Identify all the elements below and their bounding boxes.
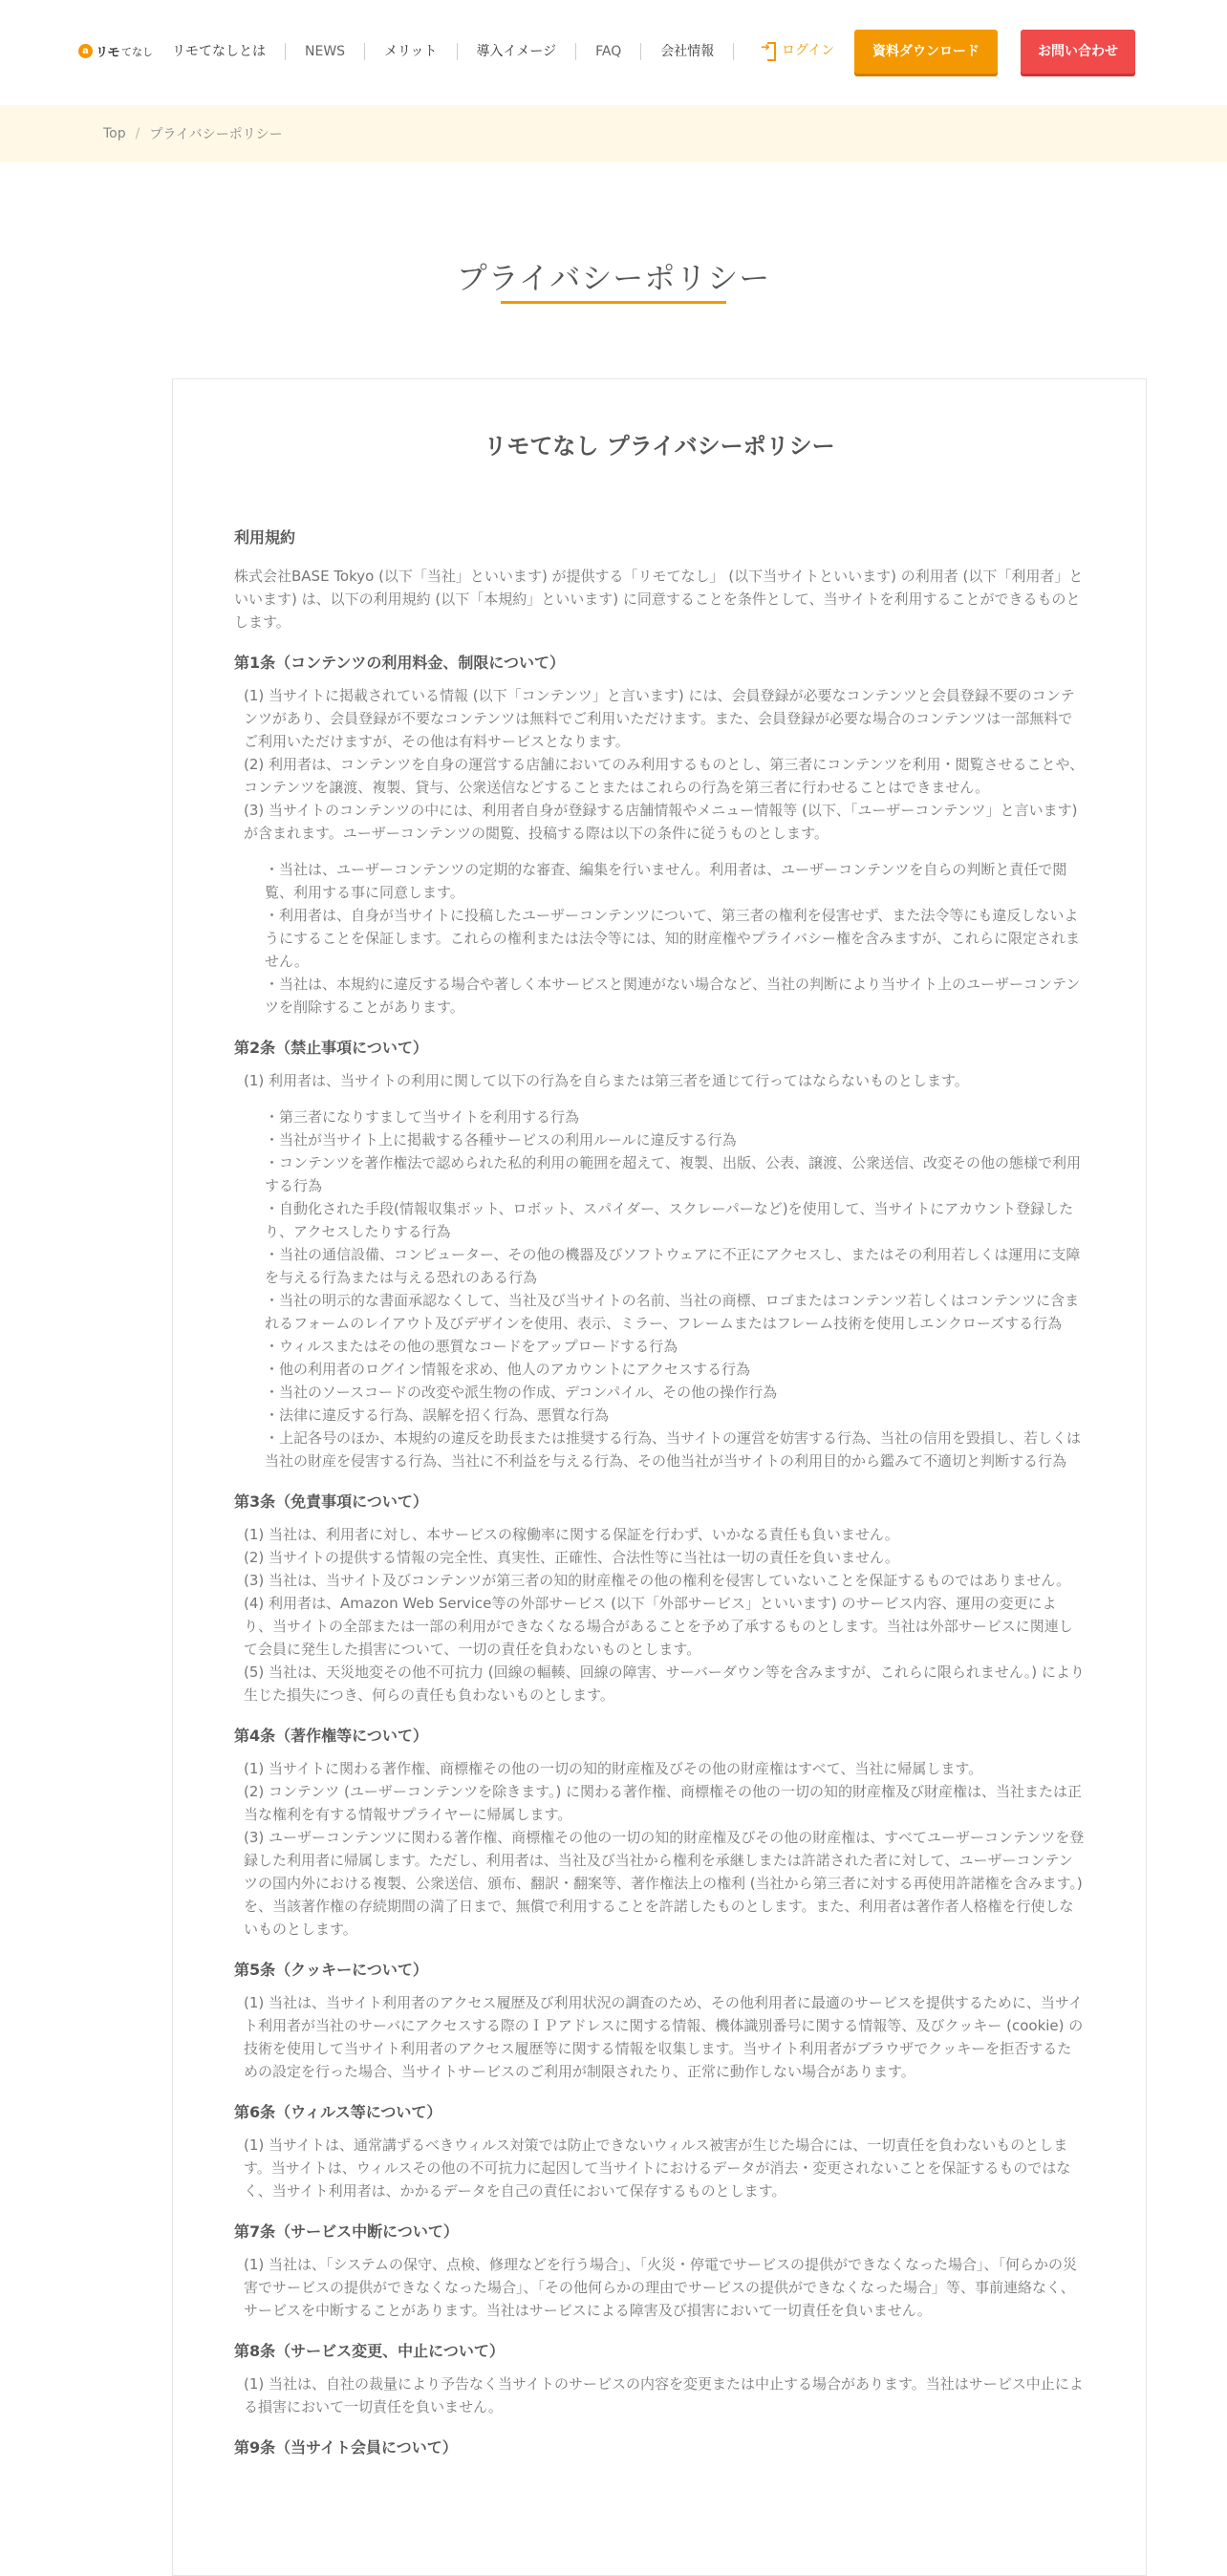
- section-heading: 第2条（禁止事項について）: [234, 1039, 428, 1057]
- download-button[interactable]: 資料ダウンロード: [854, 30, 998, 74]
- clause-item: (2) コンテンツ (ユーザーコンテンツを除きます。) に関わる著作権、商標権その他の一切の知的財産権及び財産権は、当社または正当な権利を有する情報サプライヤーに帰属します。: [244, 1783, 1083, 1823]
- section-clauses: [234, 1991, 1085, 2083]
- section-bullets: [234, 858, 1085, 1019]
- bullet-item: ・法律に違反する行為、誤解を招く行為、悪質な行為: [265, 1406, 610, 1424]
- breadcrumb-top-link[interactable]: Top: [103, 126, 126, 141]
- clause-item: (5) 当社は、天災地変その他不可抗力 (回線の輻輳、回線の障害、サーバーダウン等を含みますが、これらに限られません。) により生じた損失につき、何らの責任も負わないものとします。: [244, 1664, 1085, 1704]
- clause-item: (1) 当サイトは、通常講ずるべきウィルス対策では防止できないウィルス被害が生じた場合には、一切責任を負わないものとします。当サイトは、ウィルスその他の不可抗力に起因して当サイトにおけるデータが消去・変更されないことを保証するものではなく、当サイト利用者は、かかるデータを自己の責任において保存するものとします。: [244, 2136, 1071, 2200]
- breadcrumb: [0, 105, 1227, 162]
- bullet-item: ・自動化された手段(情報収集ボット、ロボット、スパイダー、スクレーパーなど)を使用して、当サイトにアカウント登録したり、アクセスしたりする行為: [265, 1200, 1074, 1240]
- breadcrumb-separator: /: [135, 126, 140, 141]
- page-title: プライバシーポリシー: [456, 260, 771, 296]
- clause-item: (1) 当サイトに関わる著作権、商標権その他の一切の知的財産権及びその他の財産権はすべて、当社に帰属します。: [244, 1760, 983, 1777]
- clause-item: (1) 当社は、当サイト利用者のアクセス履歴及び利用状況の調査のため、その他利用者に最適のサービスを提供するために、当サイト利用者が当社のサーバにアクセスする際のＩＰアドレスに関する情報、機体識別番号に関する情報等、及びクッキー (cookie) の技術を使用して当サイト利用者のアクセス履歴等に関する情報を収集します。当サイト利用者がブラウザでクッキーを拒否するための設定を行った場合、当サイトサービスのご利用が制限されたり、正常に動作しない場合があります。: [244, 1994, 1084, 2080]
- terms-heading: 利用規約: [234, 528, 296, 547]
- clause-item: (1) 利用者は、当サイトの利用に関して以下の行為を自らまたは第三者を通じて行ってはならないものとします。: [244, 1072, 969, 1089]
- bullet-item: ・当社のソースコードの改変や派生物の作成、デコンパイル、その他の操作行為: [265, 1384, 778, 1401]
- bullet-item: ・当社の通信設備、コンピューター、その他の機器及びソフトウェアに不正にアクセスし、またはその利用若しくは運用に支障を与える行為または与える恐れのある行為: [265, 1246, 1081, 1286]
- clause-item: (1) 当社は、利用者に対し、本サービスの稼働率に関する保証を行わず、いかなる責任も負いません。: [244, 1526, 899, 1543]
- section-bullets: [234, 1106, 1085, 1472]
- site-logo[interactable]: [78, 42, 153, 60]
- login-link[interactable]: [763, 40, 834, 59]
- login-icon: [763, 42, 776, 57]
- clause-item: (3) 当サイトのコンテンツの中には、利用者自身が登録する店舗情報やメニュー情報等 (以下、「ユーザーコンテンツ」と言います) が含まれます。ユーザーコンテンツの閲覧、投稿する際は以下の条件に従うものとします。: [244, 802, 1078, 842]
- clause-item: (3) ユーザーコンテンツに関わる著作権、商標権その他の一切の知的財産権及びその他の財産権は、すべてユーザーコンテンツを登録した利用者に帰属します。ただし、利用者は、当社及び当社から権利を承継しまたは許諾された者に対して、ユーザーコンテンツの国内外における複製、公衆送信、頒布、翻訳・翻案等、著作権法上の権利 (当社から第三者に対する再使用許諾権を含みます。) を、当該著作権の存続期間の満了日まで、無償で利用することを許諾したものとします。また、利用者は著作者人格権を行使しないものとします。: [244, 1829, 1085, 1938]
- clause-item: (1) 当社は、「システムの保守、点検、修理などを行う場合」、「火災・停電でサービスの提供ができなくなった場合」、「何らかの災害でサービスの提供ができなくなった場合」、「その他何らかの理由でサービスの提供ができなくなった場合」等、事前連絡なく、サービスを中断することがあります。当社はサービスによる障害及び損害において一切責任を負いません。: [244, 2256, 1078, 2319]
- clause-item: (1) 当サイトに掲載されている情報 (以下「コンテンツ」と言います) には、会員登録が必要なコンテンツと会員登録不要のコンテンツがあり、会員登録が不要なコンテンツは無料でご利用いただけます。また、会員登録が必要な場合のコンテンツは一部無料でご利用いただけますが、その他は有料サービスとなります。: [244, 687, 1075, 750]
- bullet-item: ・利用者は、自身が当サイトに投稿したユーザーコンテンツについて、第三者の権利を侵害せず、また法令等にも違反しないようにすることを保証します。これらの権利または法令等には、知的財産権やプライバシー権を含みますが、これらに限定されません。: [265, 907, 1081, 970]
- section-clauses: [234, 2253, 1085, 2322]
- site-header: [0, 0, 1227, 105]
- bullet-item: ・当社の明示的な書面承認なくして、当社及び当サイトの名前、当社の商標、ロゴまたはコンテンツ若しくはコンテンツに含まれるフォームのレイアウト及びデザインを使用、表示、ミラー、フレームまたはフレーム技術を使用しエンクローズする行為: [265, 1292, 1080, 1332]
- clause-item: (1) 当社は、自社の裁量により予告なく当サイトのサービスの内容を変更または中止する場合があります。当社はサービス中止による損害において一切責任を負いません。: [244, 2375, 1084, 2415]
- nav-item-company[interactable]: 会社情報: [641, 43, 734, 60]
- terms-intro: 株式会社BASE Tokyo (以下「当社」といいます) が提供する「リモてなし」 (以下当サイトといいます) の利用者 (以下「利用者」といいます) は、以下の利用規約 (以下「本規約」といいます) に同意することを条件として、当サイトを利用することができるものとします。: [234, 568, 1084, 631]
- clause-item: (4) 利用者は、Amazon Web Service等の外部サービス (以下「外部サービス」といいます) のサービス内容、運用の変更により、当サイトの全部または一部の利用ができなくなる場合があることを予め了承するものとします。当社は外部サービスに関連して会員に発生した損害について、一切の責任を負わないものとします。: [244, 1595, 1073, 1658]
- policy-title: リモてなし プライバシーポリシー: [484, 433, 835, 460]
- policy-sections: [234, 651, 1085, 2458]
- bullet-item: ・コンテンツを著作権法で認められた私的利用の範囲を超えて、複製、出版、公表、譲渡、公衆送信、改変その他の態様で利用する行為: [265, 1154, 1081, 1194]
- policy-content-box: [172, 378, 1147, 2576]
- main-nav: [153, 42, 734, 61]
- nav-item-merit[interactable]: メリット: [365, 43, 457, 60]
- clause-item: (2) 利用者は、コンテンツを自身の運営する店舗においてのみ利用するものとし、第三者にコンテンツを利用・閲覧させることや、コンテンツを譲渡、複製、貸与、公衆送信などすることまたはこれらの行為を第三者に行わせることはできません。: [244, 756, 1085, 796]
- logo-text: リモ: [96, 46, 120, 60]
- section-heading: 第8条（サービス変更、中止について）: [234, 2342, 505, 2360]
- nav-item-about[interactable]: リモてなしとは: [153, 43, 286, 60]
- section-clauses: [234, 1069, 1085, 1092]
- clause-item: (2) 当サイトの提供する情報の完全性、真実性、正確性、合法性等に当社は一切の責任を負いません。: [244, 1549, 899, 1566]
- bullet-item: ・当社は、ユーザーコンテンツの定期的な審査、編集を行いません。利用者は、ユーザーコンテンツを自らの判断と責任で閲覧、利用する事に同意します。: [265, 861, 1067, 901]
- bullet-item: ・当社が当サイト上に掲載する各種サービスの利用ルールに違反する行為: [265, 1131, 737, 1148]
- section-clauses: [234, 2372, 1085, 2418]
- section-heading: 第5条（クッキーについて）: [234, 1961, 428, 1979]
- section-heading: 第4条（著作権等について）: [234, 1727, 428, 1745]
- section-clauses: [234, 1523, 1085, 1707]
- section-heading: 第9条（当サイト会員について）: [234, 2438, 458, 2457]
- bullet-item: ・他の利用者のログイン情報を求め、他人のアカウントにアクセスする行為: [265, 1361, 751, 1378]
- logo-mark-icon: a: [78, 44, 93, 58]
- section-clauses: [234, 2134, 1085, 2202]
- contact-button[interactable]: お問い合わせ: [1021, 30, 1135, 74]
- bullet-item: ・ウィルスまたはその他の悪質なコードをアップロードする行為: [265, 1338, 678, 1355]
- section-heading: 第1条（コンテンツの利用料金、制限について）: [234, 654, 566, 672]
- title-underline: [501, 301, 726, 304]
- nav-item-faq[interactable]: FAQ: [576, 43, 641, 60]
- login-label: ログイン: [782, 43, 835, 58]
- bullet-item: ・第三者になりすまして当サイトを利用する行為: [265, 1108, 579, 1126]
- nav-item-news[interactable]: NEWS: [286, 43, 365, 60]
- section-heading: 第3条（免責事項について）: [234, 1492, 428, 1511]
- section-clauses: [234, 1757, 1085, 1941]
- bullet-item: ・上記各号のほか、本規約の違反を助長または推奨する行為、当サイトの運営を妨害する行為、当社の信用を毀損し、若しくは当社の財産を侵害する行為、当社に不利益を与える行為、その他当社が当サイトの利用目的から鑑みて不適切と判断する行為: [265, 1429, 1081, 1470]
- bullet-item: ・当社は、本規約に違反する場合や著しく本サービスと関連がない場合など、当社の判断により当サイト上のユーザーコンテンツを削除することがあります。: [265, 976, 1081, 1016]
- section-heading: 第6条（ウィルス等について）: [234, 2103, 442, 2121]
- breadcrumb-current: プライバシーポリシー: [149, 127, 283, 142]
- nav-item-image[interactable]: 導入イメージ: [458, 43, 577, 60]
- clause-item: (3) 当社は、当サイト及びコンテンツが第三者の知的財産権その他の権利を侵害していないことを保証するものではありません。: [244, 1572, 1071, 1589]
- section-clauses: [234, 684, 1085, 845]
- section-heading: 第7条（サービス中断について）: [234, 2222, 459, 2241]
- logo-subtext: てなし: [121, 45, 154, 58]
